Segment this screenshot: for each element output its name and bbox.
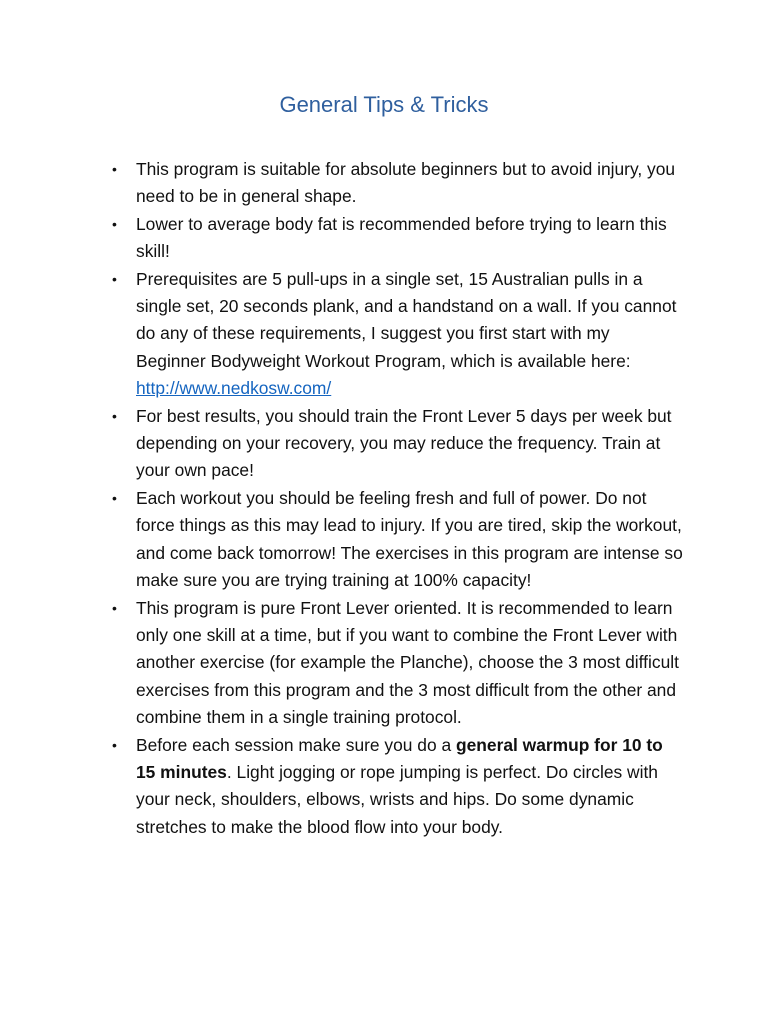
list-item <box>108 485 683 595</box>
bullet-icon: • <box>112 215 117 232</box>
tip-text: Lower to average body fat is recommended before trying to learn this skill! <box>136 213 667 262</box>
tip-text: This program is suitable for absolute beginners but to avoid injury, you need to be in general shape. <box>136 159 676 207</box>
bullet-icon: • <box>112 599 117 616</box>
tip-text: Each workout you should be feeling fresh and full of power. Do not force things as this may lead to injury. If you are tired, skip the workout, and come back tomorrow! The exercises in this program are intense so make sure you are trying training at 100% capacity! <box>136 487 683 591</box>
bullet-icon: • <box>112 736 117 753</box>
bullet-icon: • <box>112 270 117 287</box>
tip-emphasis: general warmup for 10 to 15 minutes <box>136 734 663 782</box>
list-item <box>108 403 683 485</box>
list-item <box>108 732 683 842</box>
list-item <box>108 266 683 403</box>
page-title: General Tips & Tricks <box>279 92 489 117</box>
list-item <box>108 595 683 732</box>
list-item <box>108 156 683 211</box>
tip-text: Prerequisites are 5 pull-ups in a single set, 15 Australian pulls in a single set, 20 seconds plank, and a handstand on a wall. If you cannot do any of these requirements, I suggest you first start with my Beginner Bodyweight Workout Program, which is available here: <box>136 268 677 371</box>
website-link[interactable]: http://www.nedkosw.com/ <box>136 378 332 399</box>
bullet-icon: • <box>112 161 117 177</box>
tip-text: . Light jogging or rope jumping is perfect. Do circles with your neck, shoulders, elbows, wrists and hips. Do some dynamic stretches to make the blood flow into your body. <box>136 761 658 837</box>
tip-text: For best results, you should train the Front Lever 5 days per week but depending on your recovery, you may reduce the frequency. Train at your own pace! <box>136 405 672 481</box>
list-item <box>108 211 683 266</box>
tip-text: This program is pure Front Lever oriented. It is recommended to learn only one skill at a time, but if you want to combine the Front Lever with another exercise (for example the Planche), choose the 3 most difficult exercises from this program and the 3 most difficult from the other and combine them in a single training protocol. <box>136 597 679 728</box>
tip-text: Before each session make sure you do a <box>136 734 456 755</box>
tips-list <box>108 156 683 841</box>
bullet-icon: • <box>112 407 117 424</box>
bullet-icon: • <box>112 489 117 506</box>
